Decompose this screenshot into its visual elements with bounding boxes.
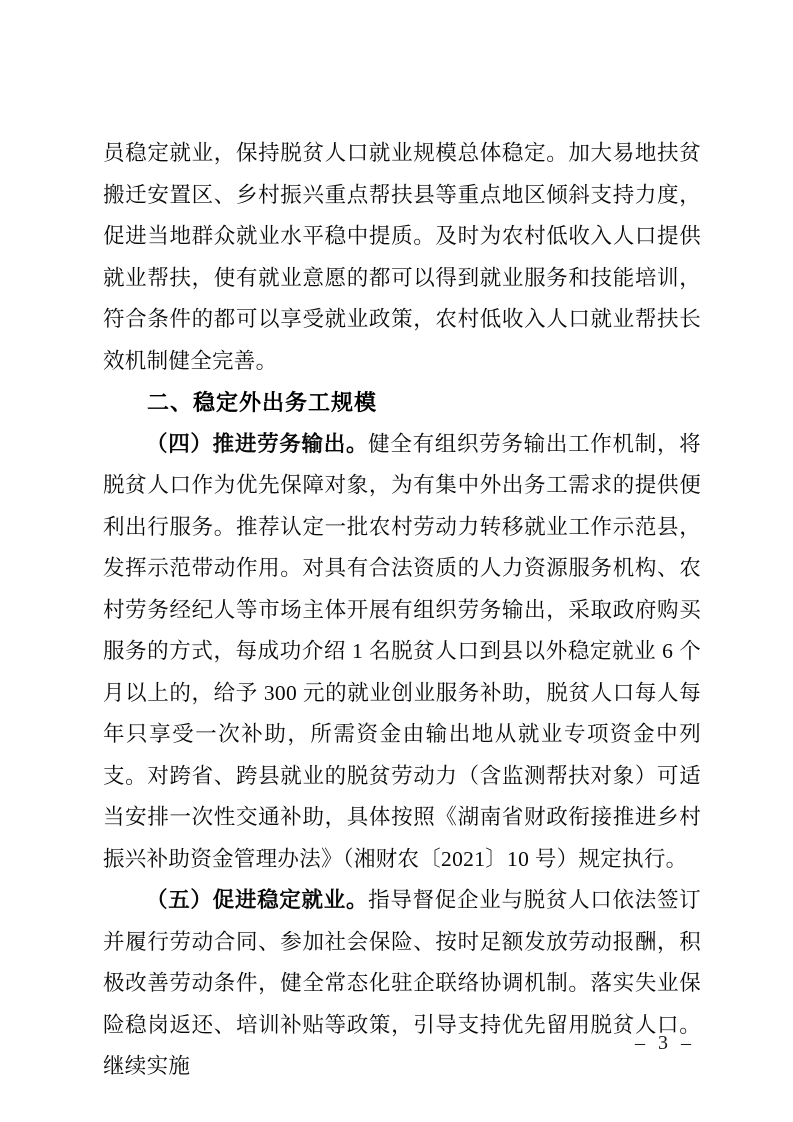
- item-five-body: 指导督促企业与脱贫人口依法签订并履行劳动合同、参加社会保险、按时足额发放劳动报酬，积极改善劳动条件，健全常态化驻企联络协调机制。落实失业保险稳岗返还、培训补贴等政策，引导支持优先留用脱贫人口。继续实施: [103, 888, 701, 1078]
- item-four-lead: （四）推进劳务输出。: [146, 431, 369, 456]
- item-four-body: 健全有组织劳务输出工作机制，将脱贫人口作为优先保障对象，为有集中外出务工需求的提供便利出行服务。推荐认定一批农村劳动力转移就业工作示范县，发挥示范带动作用。对具有合法资质的人力资源服务机构、农村劳务经纪人等市场主体开展有组织劳务输出，采取政府购买服务的方式，每成功介绍 1 名脱贫人口到县以外稳定就业 6 个月以上的，给予 300 元的就业创业服务补助，脱贫人口每人每年只享受一次补助，所需资金由输出地从就业专项资金中列支。对跨省、跨县就业的脱贫劳动力（含监测帮扶对象）可适当安排一次性交通补助，具体按照《湖南省财政衔接推进乡村振兴补助资金管理办法》（湘财农〔2021〕10 号）规定执行。: [103, 431, 701, 871]
- item-five-lead: （五）促进稳定就业。: [146, 888, 369, 912]
- page-number: – 3 –: [635, 1032, 695, 1054]
- paragraph-item-five: [103, 880, 701, 1088]
- document-body: [103, 133, 701, 1088]
- paragraph-continuation: 员稳定就业，保持脱贫人口就业规模总体稳定。加大易地扶贫搬迁安置区、乡村振兴重点帮扶县等重点地区倾斜支持力度，促进当地群众就业水平稳中提质。及时为农村低收入人口提供就业帮扶，使有就业意愿的都可以得到就业服务和技能培训，符合条件的都可以享受就业政策，农村低收入人口就业帮扶长效机制健全完善。: [103, 141, 701, 373]
- paragraph-item-four: [103, 424, 701, 881]
- section-heading: 二、稳定外出务工规模: [147, 390, 378, 415]
